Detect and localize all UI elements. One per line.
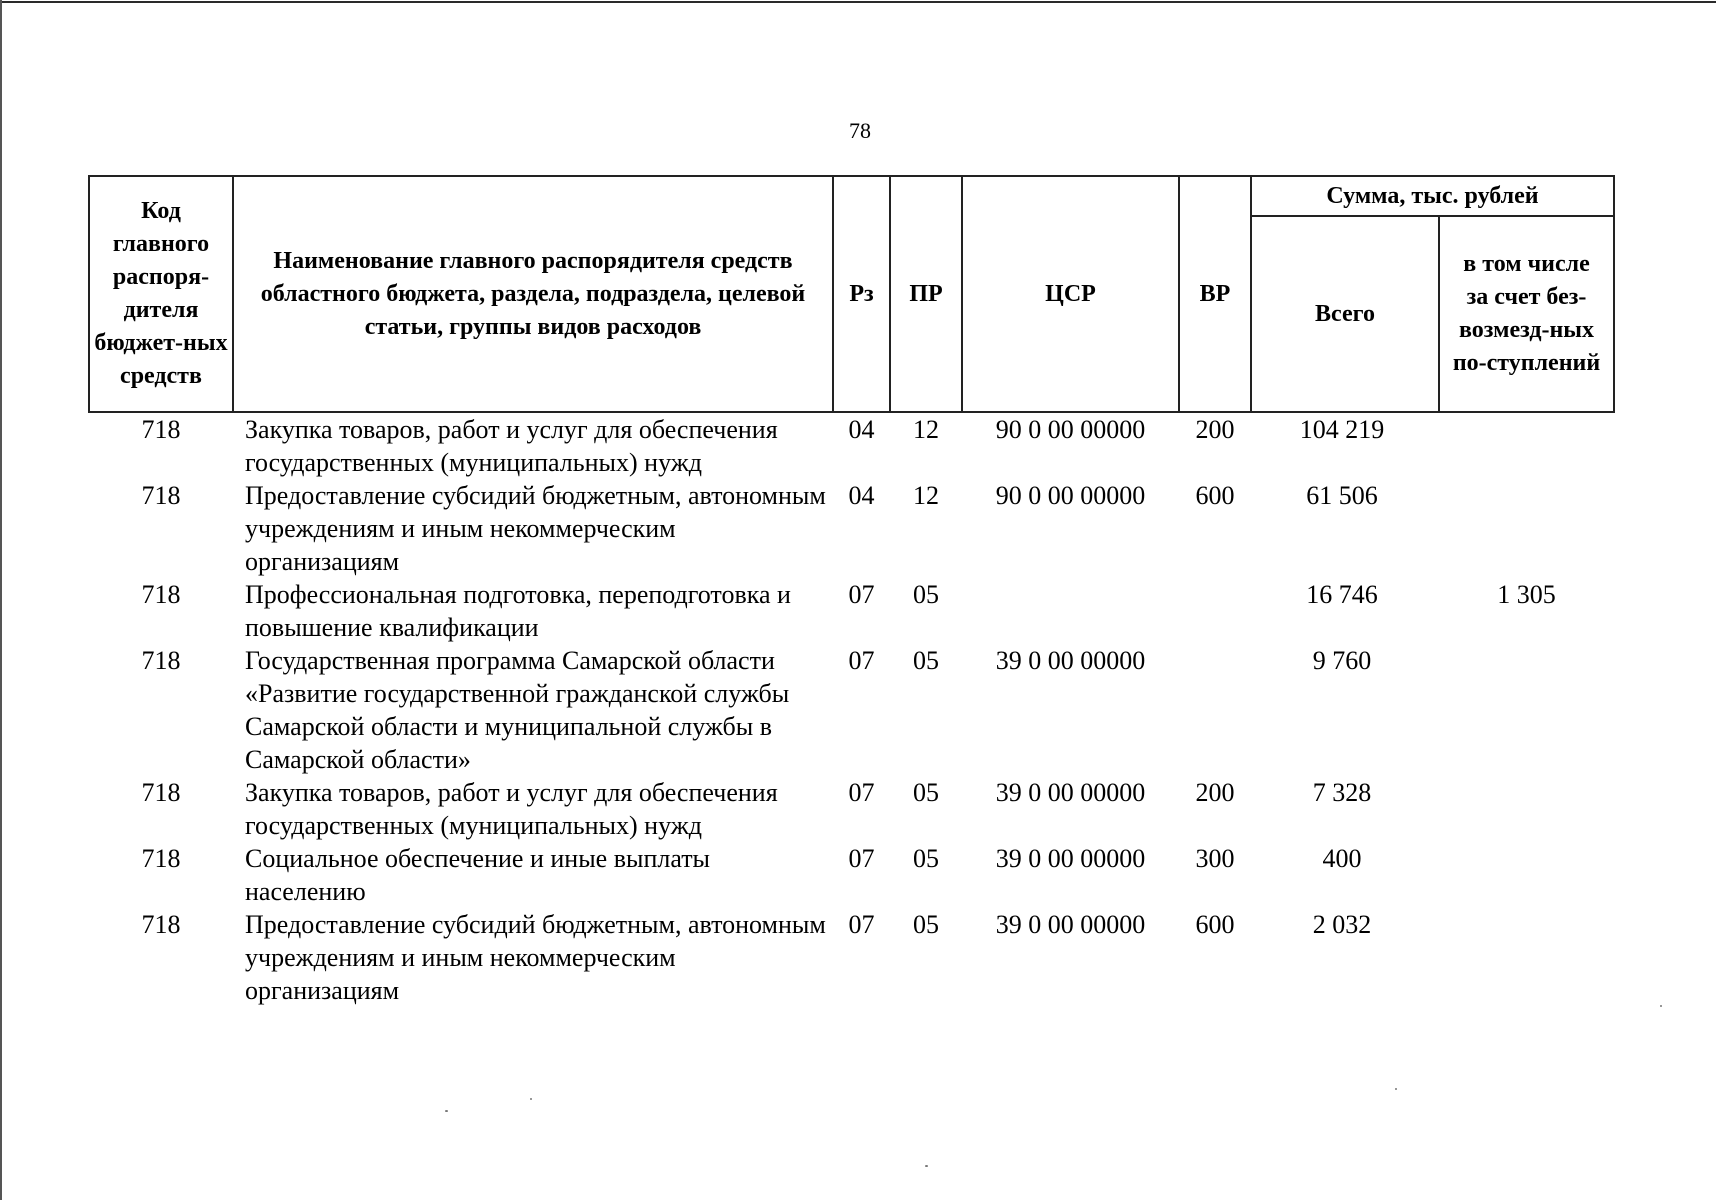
header-name: Наименование главного распорядителя средств областного бюджета, раздела, подраздела, целевой статьи, группы видов расходов xyxy=(233,176,833,412)
cell-total: 2 032 xyxy=(1312,910,1372,939)
cell-pr: 12 xyxy=(913,415,939,444)
table-row xyxy=(89,776,1614,842)
cell-code: 718 xyxy=(141,481,181,510)
cell-csr: 39 0 00 00000 xyxy=(995,844,1146,873)
cell-rz: 07 xyxy=(848,778,875,807)
table-row xyxy=(89,908,1614,1007)
header-rz: Рз xyxy=(833,176,890,412)
cell-rz: 07 xyxy=(848,844,875,873)
cell-vr xyxy=(1179,578,1251,644)
budget-table xyxy=(88,175,1615,1007)
cell-code: 718 xyxy=(141,580,181,609)
cell-rz: 04 xyxy=(848,481,875,510)
table-row xyxy=(89,842,1614,908)
cell-total: 7 328 xyxy=(1312,778,1372,807)
cell-vr: 600 xyxy=(1195,481,1235,510)
cell-code: 718 xyxy=(141,844,181,873)
cell-rz: 07 xyxy=(848,646,875,675)
cell-total: 9 760 xyxy=(1312,646,1372,675)
scan-edge xyxy=(0,1,1716,3)
cell-rz: 07 xyxy=(848,910,875,939)
cell-total: 61 506 xyxy=(1306,481,1378,510)
cell-csr: 39 0 00 00000 xyxy=(995,910,1146,939)
header-vr: ВР xyxy=(1179,176,1251,412)
cell-grants xyxy=(1439,842,1614,908)
page-number: 78 xyxy=(849,118,871,143)
cell-vr: 300 xyxy=(1195,844,1235,873)
cell-rz: 04 xyxy=(848,415,875,444)
cell-grants xyxy=(1439,908,1614,1007)
scan-edge xyxy=(0,0,2,1200)
cell-code: 718 xyxy=(141,910,181,939)
table-row xyxy=(89,578,1614,644)
cell-vr: 200 xyxy=(1195,415,1235,444)
cell-vr: 600 xyxy=(1195,910,1235,939)
cell-pr: 05 xyxy=(913,580,939,609)
cell-csr xyxy=(962,578,1179,644)
cell-code: 718 xyxy=(141,778,181,807)
cell-name: Государственная программа Самарской области «Развитие государственной гражданской службы Самарской области и муниципальной службы в Самарской области» xyxy=(245,646,790,774)
cell-pr: 05 xyxy=(913,910,939,939)
cell-vr: 200 xyxy=(1195,778,1235,807)
cell-code: 718 xyxy=(141,646,181,675)
cell-total: 16 746 xyxy=(1306,580,1378,609)
cell-code: 718 xyxy=(141,415,181,444)
cell-pr: 05 xyxy=(913,646,939,675)
cell-grants xyxy=(1439,776,1614,842)
header-csr: ЦСР xyxy=(962,176,1179,412)
header-sum: Сумма, тыс. рублей xyxy=(1251,176,1614,216)
cell-total: 104 219 xyxy=(1299,415,1385,444)
scan-speck xyxy=(1395,1088,1397,1090)
header-pr: ПР xyxy=(890,176,962,412)
cell-csr: 39 0 00 00000 xyxy=(995,646,1146,675)
cell-name: Социальное обеспечение и иные выплаты населению xyxy=(245,844,711,906)
cell-name: Предоставление субсидий бюджетным, автономным учреждениям и иным некоммерческим организациям xyxy=(245,481,826,576)
scan-speck xyxy=(1660,1005,1662,1007)
cell-csr: 90 0 00 00000 xyxy=(995,415,1146,444)
header-grants: в том числе за счет без-возмезд-ных по-ступлений xyxy=(1439,216,1614,412)
cell-name: Закупка товаров, работ и услуг для обеспечения государственных (муниципальных) нужд xyxy=(245,415,778,477)
cell-csr: 90 0 00 00000 xyxy=(995,481,1146,510)
cell-name: Закупка товаров, работ и услуг для обеспечения государственных (муниципальных) нужд xyxy=(245,778,778,840)
cell-name: Профессиональная подготовка, переподготовка и повышение квалификации xyxy=(245,580,791,642)
cell-grants xyxy=(1439,479,1614,578)
cell-grants xyxy=(1439,412,1614,479)
scan-speck xyxy=(925,1165,928,1167)
scan-speck xyxy=(445,1110,448,1112)
cell-grants xyxy=(1439,644,1614,776)
header-code: Код главного распоря-дителя бюджет-ных средств xyxy=(89,176,233,412)
table-row xyxy=(89,412,1614,479)
cell-pr: 05 xyxy=(913,844,939,873)
cell-pr: 12 xyxy=(913,481,939,510)
cell-vr xyxy=(1179,644,1251,776)
cell-rz: 07 xyxy=(848,580,875,609)
scan-speck xyxy=(530,1098,532,1100)
table-row xyxy=(89,479,1614,578)
cell-name: Предоставление субсидий бюджетным, автономным учреждениям и иным некоммерческим организациям xyxy=(245,910,826,1005)
header-total: Всего xyxy=(1251,216,1439,412)
cell-grants: 1 305 xyxy=(1497,580,1556,609)
table-row xyxy=(89,644,1614,776)
cell-csr: 39 0 00 00000 xyxy=(995,778,1146,807)
cell-total: 400 xyxy=(1322,844,1362,873)
cell-pr: 05 xyxy=(913,778,939,807)
